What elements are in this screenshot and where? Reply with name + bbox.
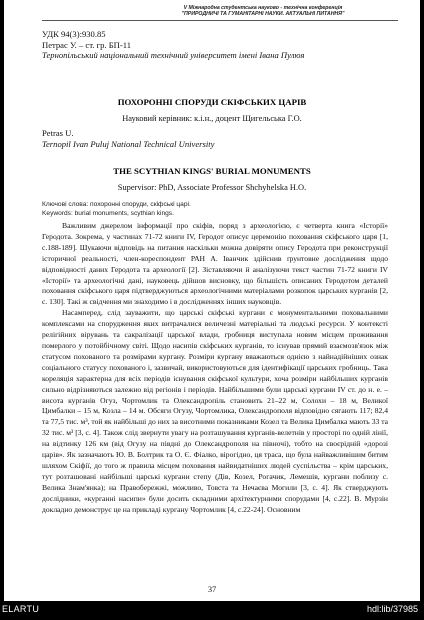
page-number: 37	[207, 585, 217, 594]
paragraph-2: Насамперед, слід зауважити, що царські скіфські кургани є монументальними поховальними комплексами на спорудження яких витрачалися величезні матеріальні та людські ресурси. У контексті релігійних вірувань та сакралізації царської влади, гробниця виступала новим місцем проживання померлого у потойбічному світі. Щодо насипів скіфських курганів, то існував прямий взаємозв'язок між статусом похованого та розмірами кургану. Розміри кургану вважаються однією з найнадійніших ознак соціального статусу похованого і, зазвичай, використовуються для ідентифікації царських гробниць. Така кореляція характерна для всіх періодів існування скіфської культури, хоча розміри найбільших курганів сильно відрізняються залежно від регіонів і періодів. Найбільшими були царські кургани IV ст. до н. е. – висота курганів Огуз, Чортомлик та Олександропіль становить 21–22 м, Солохи – 18 м, Великої Цимбалки – 15 м, Козла – 14 м. Обсяги Огузу, Чортомлика, Олександрополя відповідно сягають 117; 82,4 та 77,5 тис. м³, той як найбільші до них за висотними показниками Козел та Велика Цимбалка мають 33 та 32 тис. м³ [3, с. 4]. Також слід звернути увагу на розташування курганів-велетнів у просторі по одній лінії, на відтинку 126 км (від Огузу на півдні до Олександрополя на півночі), тобто на своєрідній «дорозі царів». Як зазначають Ю. В. Болтрик та О. Є. Фіалко, вірогідно, ця траса, що була найважливішим битим шляхом Скіфії, до того ж правила місцем поховання найвидатніших людей суспільства – крім царських, тут розташовані найбільші царські кургани степу (Дів, Козел, Рогачик, Лемешів, кургани поблизу с. Велика Знам'янка); на Правобережжі, можливо, Товста та Нечаєва Могили [3, с. 4]. Як стверджують дослідники, «курганні насипи» були досить складними архітектурними спорудами [4, с.22]. В. Мурзін докладно демонструє це на прикладі кургану Чортомлик [4, с.22-24]. Основним	[42, 308, 388, 514]
en-author: Petras U.	[42, 128, 74, 138]
article-body	[42, 221, 388, 515]
ua-institution: Тернопільський національний технічний університет імені Івана Пулюя	[42, 50, 305, 61]
document-page	[4, 0, 420, 601]
header-rule	[42, 20, 398, 21]
en-supervisor: Supervisor: PhD, Associate Professor Shchyhelska H.O.	[117, 183, 307, 192]
en-meta	[42, 128, 214, 149]
paragraph-1: Важливим джерелом інформації про скіфів, поряд з археологією, є четверта книга «Історії» Геродота. Зокрема, у частинах 71-72 книги IV, Геродот описує церемонію поховання скіфського царя [1, с.188-189]. Шукаючи відповідь на питання наскільки можна довіряти опису Геродота при реконструкції історичної реальності, член-кореспондент РАН А. Іванчик здійснив ґрунтовне дослідження щодо відповідності даних Геродота та археології [2]. Зіставляючи й аналізуючи текст частин 71-72 книги IV «Історії» та археологічні дані, науковець дійшов висновку, що більшість описаних Геродотом деталей поховання скіфського царя підтверджуються археологічними матеріалами розкопок царських курганів [2, с. 130]. Такі ж свідчення ми знаходимо і в дослідженнях інших науковців.	[42, 221, 388, 307]
conference-line-2: "ПРИРОДНИЧІ ТА ГУМАНІТАРНІ НАУКИ. АКТУАЛЬНІ ПИТАННЯ"	[181, 11, 345, 18]
ua-title: ПОХОРОННІ СПОРУДИ СКІФСЬКИХ ЦАРІВ	[117, 97, 307, 107]
en-title: THE SCYTHIAN KINGS' BURIAL MONUMENTS	[113, 166, 311, 176]
ua-author: Петрас У. – ст. гр. БП-11	[42, 39, 131, 50]
en-institution: Ternopil Ivan Puluj National Technical University	[42, 138, 215, 149]
conference-header	[128, 5, 398, 18]
keywords-en: Keywords: burial monuments, scythian kings.	[42, 209, 174, 217]
ua-supervisor: Науковий керівник: к.і.н., доцент Щигельська Г.О.	[122, 114, 302, 123]
keywords	[42, 201, 191, 219]
udk-code: УДК 94(3):930.85	[42, 29, 106, 39]
handle-label: hdl:lib/37985	[366, 604, 418, 614]
conference-line-1: V Міжнародна студентська науково - технічна конференція	[183, 5, 343, 11]
ua-meta	[42, 29, 305, 61]
keywords-ua: Ключові слова: похоронні споруди, скіфські царі.	[42, 201, 191, 208]
repository-label: ELARTU	[2, 604, 40, 614]
